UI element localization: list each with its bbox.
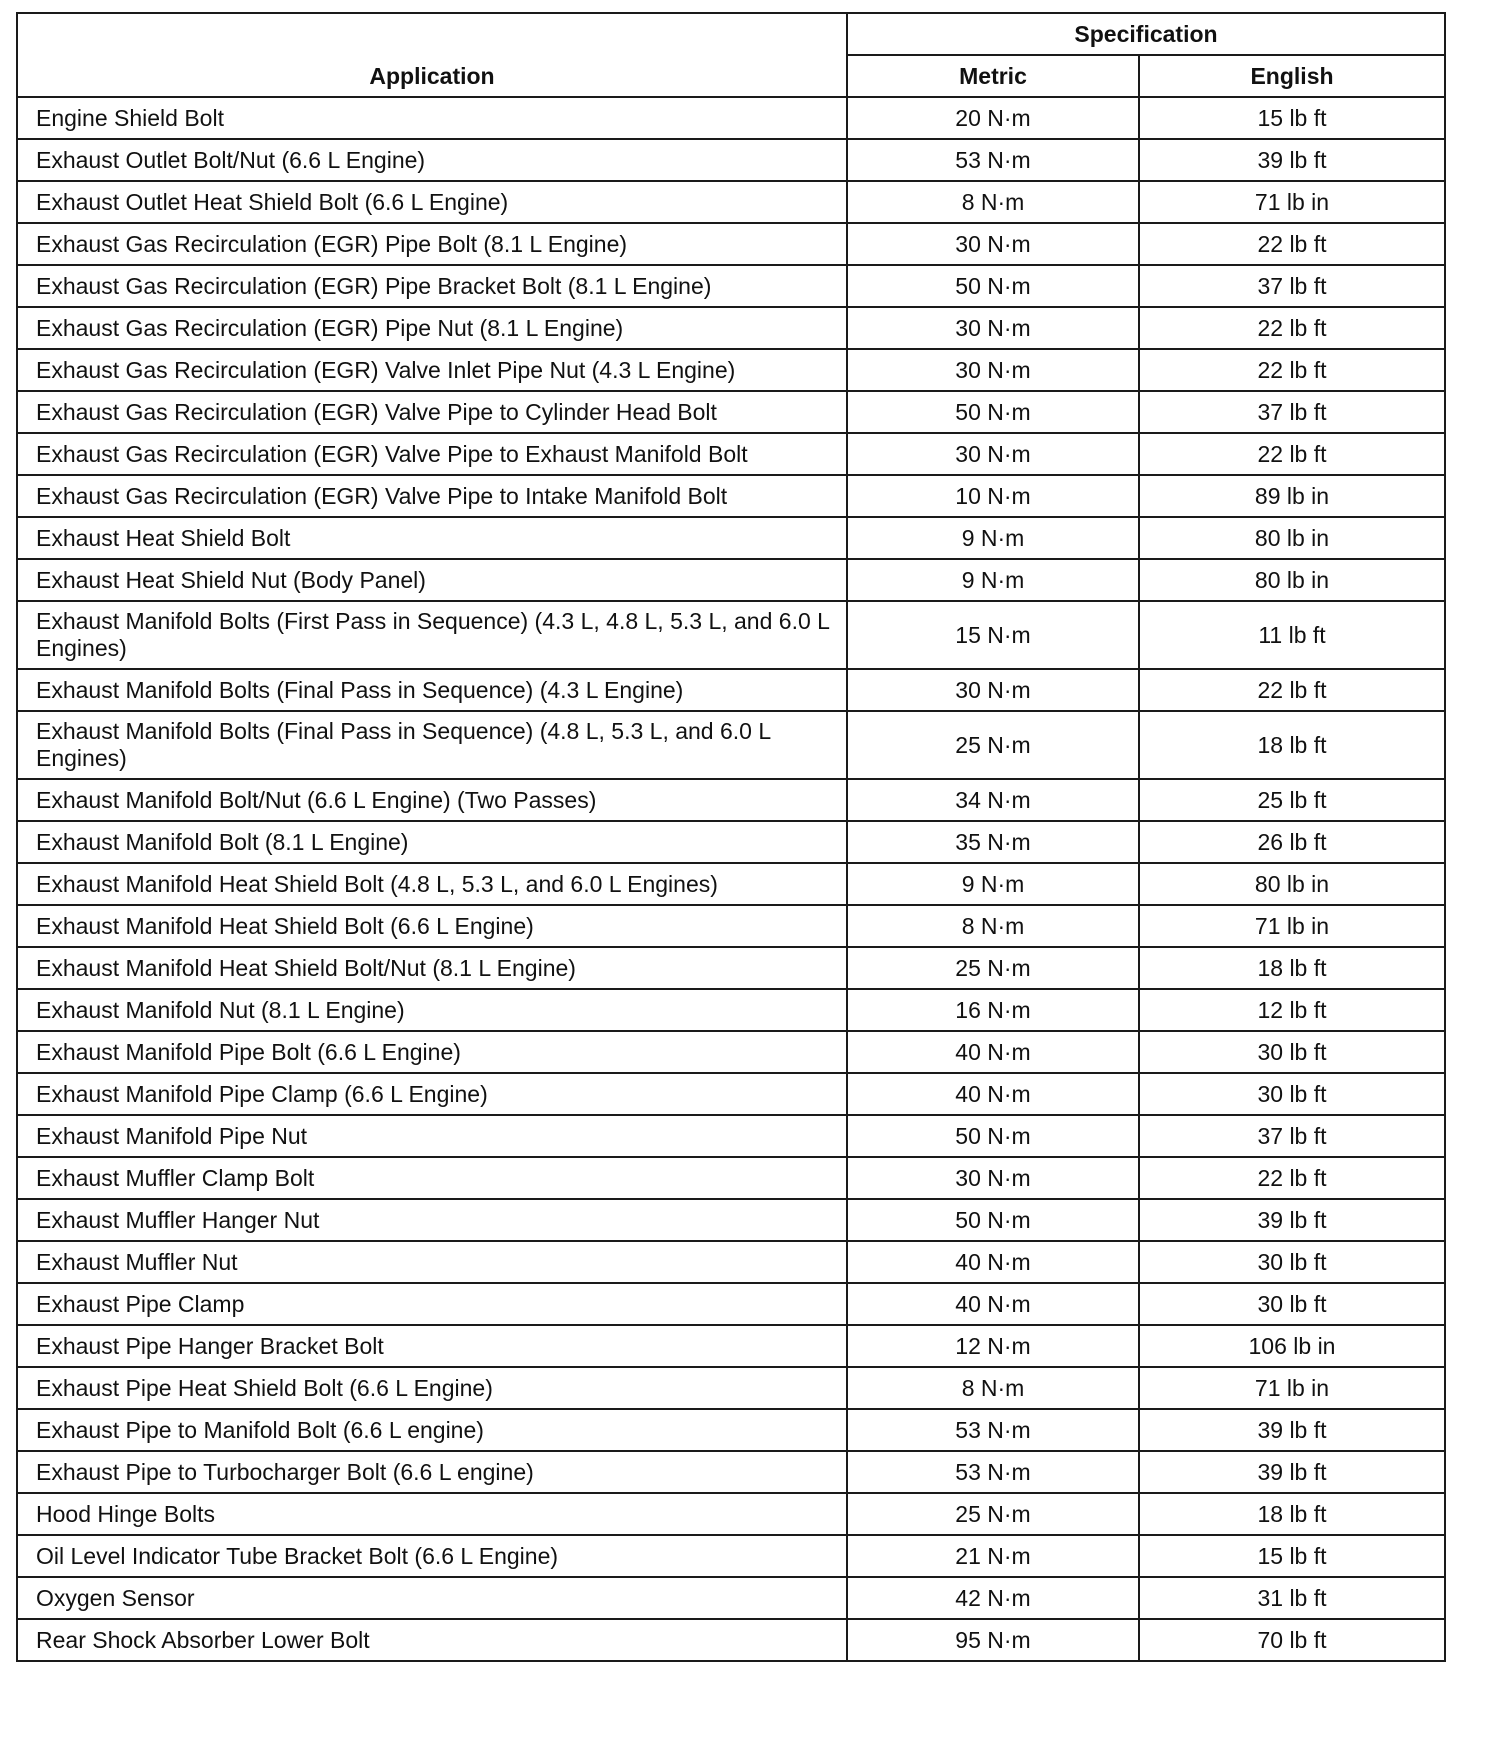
- table-row: [17, 989, 1445, 1031]
- header-row-top: [17, 13, 1445, 55]
- application-cell: Oil Level Indicator Tube Bracket Bolt (6.6 L Engine): [17, 1535, 847, 1577]
- metric-cell: 9 N·m: [847, 559, 1139, 601]
- table-row: [17, 1451, 1445, 1493]
- application-cell: Exhaust Manifold Heat Shield Bolt (4.8 L, 5.3 L, and 6.0 L Engines): [17, 863, 847, 905]
- metric-cell: 50 N·m: [847, 265, 1139, 307]
- application-cell: Exhaust Outlet Bolt/Nut (6.6 L Engine): [17, 139, 847, 181]
- english-cell: 18 lb ft: [1139, 711, 1445, 779]
- application-cell: Exhaust Manifold Bolts (First Pass in Sequence) (4.3 L, 4.8 L, 5.3 L, and 6.0 L Engines): [17, 601, 847, 669]
- english-cell: 15 lb ft: [1139, 1535, 1445, 1577]
- english-cell: 30 lb ft: [1139, 1283, 1445, 1325]
- table-row: [17, 349, 1445, 391]
- metric-cell: 16 N·m: [847, 989, 1139, 1031]
- metric-cell: 40 N·m: [847, 1031, 1139, 1073]
- table-row: [17, 1535, 1445, 1577]
- english-cell: 22 lb ft: [1139, 307, 1445, 349]
- application-cell: Exhaust Heat Shield Bolt: [17, 517, 847, 559]
- application-cell: Exhaust Gas Recirculation (EGR) Valve Inlet Pipe Nut (4.3 L Engine): [17, 349, 847, 391]
- table-row: [17, 1619, 1445, 1661]
- metric-cell: 53 N·m: [847, 1451, 1139, 1493]
- metric-cell: 50 N·m: [847, 1199, 1139, 1241]
- metric-cell: 50 N·m: [847, 1115, 1139, 1157]
- table-row: [17, 1073, 1445, 1115]
- application-cell: Exhaust Gas Recirculation (EGR) Pipe Bracket Bolt (8.1 L Engine): [17, 265, 847, 307]
- english-cell: 22 lb ft: [1139, 223, 1445, 265]
- metric-cell: 40 N·m: [847, 1073, 1139, 1115]
- application-cell: Rear Shock Absorber Lower Bolt: [17, 1619, 847, 1661]
- table-row: [17, 1199, 1445, 1241]
- table-row: [17, 711, 1445, 779]
- table-row: [17, 1283, 1445, 1325]
- english-cell: 71 lb in: [1139, 905, 1445, 947]
- application-cell: Exhaust Manifold Pipe Clamp (6.6 L Engine): [17, 1073, 847, 1115]
- metric-cell: 35 N·m: [847, 821, 1139, 863]
- fastener-spec-table: [16, 12, 1446, 1662]
- table-row: [17, 1367, 1445, 1409]
- application-cell: Exhaust Manifold Bolt (8.1 L Engine): [17, 821, 847, 863]
- english-cell: 80 lb in: [1139, 863, 1445, 905]
- metric-cell: 95 N·m: [847, 1619, 1139, 1661]
- application-cell: Exhaust Gas Recirculation (EGR) Valve Pipe to Exhaust Manifold Bolt: [17, 433, 847, 475]
- english-header: English: [1139, 55, 1445, 97]
- application-cell: Exhaust Muffler Clamp Bolt: [17, 1157, 847, 1199]
- english-cell: 30 lb ft: [1139, 1073, 1445, 1115]
- application-cell: Engine Shield Bolt: [17, 97, 847, 139]
- metric-cell: 34 N·m: [847, 779, 1139, 821]
- metric-cell: 40 N·m: [847, 1241, 1139, 1283]
- english-cell: 37 lb ft: [1139, 1115, 1445, 1157]
- application-cell: Exhaust Manifold Heat Shield Bolt (6.6 L Engine): [17, 905, 847, 947]
- table-row: [17, 517, 1445, 559]
- metric-cell: 10 N·m: [847, 475, 1139, 517]
- application-cell: Exhaust Manifold Bolts (Final Pass in Sequence) (4.3 L Engine): [17, 669, 847, 711]
- application-header: Application: [17, 13, 847, 97]
- metric-cell: 25 N·m: [847, 711, 1139, 779]
- application-cell: Exhaust Muffler Nut: [17, 1241, 847, 1283]
- metric-cell: 30 N·m: [847, 349, 1139, 391]
- english-cell: 39 lb ft: [1139, 1451, 1445, 1493]
- application-cell: Exhaust Manifold Pipe Nut: [17, 1115, 847, 1157]
- metric-cell: 30 N·m: [847, 1157, 1139, 1199]
- english-cell: 70 lb ft: [1139, 1619, 1445, 1661]
- metric-cell: 8 N·m: [847, 905, 1139, 947]
- table-row: [17, 223, 1445, 265]
- english-cell: 22 lb ft: [1139, 349, 1445, 391]
- application-cell: Exhaust Pipe to Manifold Bolt (6.6 L engine): [17, 1409, 847, 1451]
- metric-cell: 25 N·m: [847, 947, 1139, 989]
- english-cell: 22 lb ft: [1139, 1157, 1445, 1199]
- metric-cell: 30 N·m: [847, 669, 1139, 711]
- english-cell: 22 lb ft: [1139, 433, 1445, 475]
- table-row: [17, 905, 1445, 947]
- application-cell: Exhaust Manifold Bolts (Final Pass in Sequence) (4.8 L, 5.3 L, and 6.0 L Engines): [17, 711, 847, 779]
- metric-cell: 30 N·m: [847, 433, 1139, 475]
- table-row: [17, 139, 1445, 181]
- table-row: [17, 265, 1445, 307]
- metric-cell: 9 N·m: [847, 517, 1139, 559]
- english-cell: 71 lb in: [1139, 181, 1445, 223]
- english-cell: 37 lb ft: [1139, 391, 1445, 433]
- table-row: [17, 181, 1445, 223]
- application-cell: Exhaust Muffler Hanger Nut: [17, 1199, 847, 1241]
- application-cell: Exhaust Gas Recirculation (EGR) Pipe Nut (8.1 L Engine): [17, 307, 847, 349]
- table-row: [17, 559, 1445, 601]
- metric-cell: 15 N·m: [847, 601, 1139, 669]
- application-cell: Exhaust Gas Recirculation (EGR) Valve Pipe to Cylinder Head Bolt: [17, 391, 847, 433]
- application-cell: Exhaust Pipe Hanger Bracket Bolt: [17, 1325, 847, 1367]
- table-row: [17, 669, 1445, 711]
- metric-cell: 8 N·m: [847, 1367, 1139, 1409]
- table-row: [17, 475, 1445, 517]
- metric-cell: 12 N·m: [847, 1325, 1139, 1367]
- english-cell: 39 lb ft: [1139, 1409, 1445, 1451]
- application-cell: Exhaust Manifold Pipe Bolt (6.6 L Engine): [17, 1031, 847, 1073]
- english-cell: 22 lb ft: [1139, 669, 1445, 711]
- metric-cell: 21 N·m: [847, 1535, 1139, 1577]
- table-row: [17, 307, 1445, 349]
- application-cell: Exhaust Manifold Heat Shield Bolt/Nut (8.1 L Engine): [17, 947, 847, 989]
- metric-cell: 40 N·m: [847, 1283, 1139, 1325]
- english-cell: 80 lb in: [1139, 517, 1445, 559]
- english-cell: 80 lb in: [1139, 559, 1445, 601]
- english-cell: 12 lb ft: [1139, 989, 1445, 1031]
- english-cell: 71 lb in: [1139, 1367, 1445, 1409]
- metric-header: Metric: [847, 55, 1139, 97]
- table-row: [17, 1115, 1445, 1157]
- application-cell: Exhaust Manifold Nut (8.1 L Engine): [17, 989, 847, 1031]
- english-cell: 37 lb ft: [1139, 265, 1445, 307]
- table-row: [17, 1241, 1445, 1283]
- application-cell: Exhaust Pipe Heat Shield Bolt (6.6 L Engine): [17, 1367, 847, 1409]
- table-row: [17, 821, 1445, 863]
- english-cell: 39 lb ft: [1139, 139, 1445, 181]
- application-cell: Exhaust Pipe to Turbocharger Bolt (6.6 L engine): [17, 1451, 847, 1493]
- table-row: [17, 1325, 1445, 1367]
- application-cell: Exhaust Gas Recirculation (EGR) Pipe Bolt (8.1 L Engine): [17, 223, 847, 265]
- metric-cell: 53 N·m: [847, 139, 1139, 181]
- table-row: [17, 391, 1445, 433]
- english-cell: 18 lb ft: [1139, 1493, 1445, 1535]
- english-cell: 18 lb ft: [1139, 947, 1445, 989]
- table-row: [17, 1409, 1445, 1451]
- english-cell: 89 lb in: [1139, 475, 1445, 517]
- metric-cell: 8 N·m: [847, 181, 1139, 223]
- table-row: [17, 601, 1445, 669]
- table-row: [17, 779, 1445, 821]
- english-cell: 25 lb ft: [1139, 779, 1445, 821]
- table-row: [17, 1031, 1445, 1073]
- english-cell: 30 lb ft: [1139, 1241, 1445, 1283]
- metric-cell: 50 N·m: [847, 391, 1139, 433]
- metric-cell: 20 N·m: [847, 97, 1139, 139]
- metric-cell: 30 N·m: [847, 307, 1139, 349]
- table-row: [17, 1157, 1445, 1199]
- table-row: [17, 433, 1445, 475]
- metric-cell: 42 N·m: [847, 1577, 1139, 1619]
- english-cell: 30 lb ft: [1139, 1031, 1445, 1073]
- application-cell: Exhaust Manifold Bolt/Nut (6.6 L Engine) (Two Passes): [17, 779, 847, 821]
- application-cell: Exhaust Outlet Heat Shield Bolt (6.6 L Engine): [17, 181, 847, 223]
- metric-cell: 25 N·m: [847, 1493, 1139, 1535]
- specification-header: Specification: [847, 13, 1445, 55]
- table-row: [17, 1493, 1445, 1535]
- application-cell: Hood Hinge Bolts: [17, 1493, 847, 1535]
- application-cell: Exhaust Gas Recirculation (EGR) Valve Pipe to Intake Manifold Bolt: [17, 475, 847, 517]
- english-cell: 106 lb in: [1139, 1325, 1445, 1367]
- table-row: [17, 863, 1445, 905]
- metric-cell: 9 N·m: [847, 863, 1139, 905]
- table-row: [17, 947, 1445, 989]
- application-cell: Exhaust Pipe Clamp: [17, 1283, 847, 1325]
- english-cell: 31 lb ft: [1139, 1577, 1445, 1619]
- metric-cell: 53 N·m: [847, 1409, 1139, 1451]
- english-cell: 39 lb ft: [1139, 1199, 1445, 1241]
- english-cell: 26 lb ft: [1139, 821, 1445, 863]
- application-cell: Oxygen Sensor: [17, 1577, 847, 1619]
- english-cell: 15 lb ft: [1139, 97, 1445, 139]
- metric-cell: 30 N·m: [847, 223, 1139, 265]
- application-cell: Exhaust Heat Shield Nut (Body Panel): [17, 559, 847, 601]
- table-row: [17, 97, 1445, 139]
- table-row: [17, 1577, 1445, 1619]
- english-cell: 11 lb ft: [1139, 601, 1445, 669]
- table-body: [17, 97, 1445, 1661]
